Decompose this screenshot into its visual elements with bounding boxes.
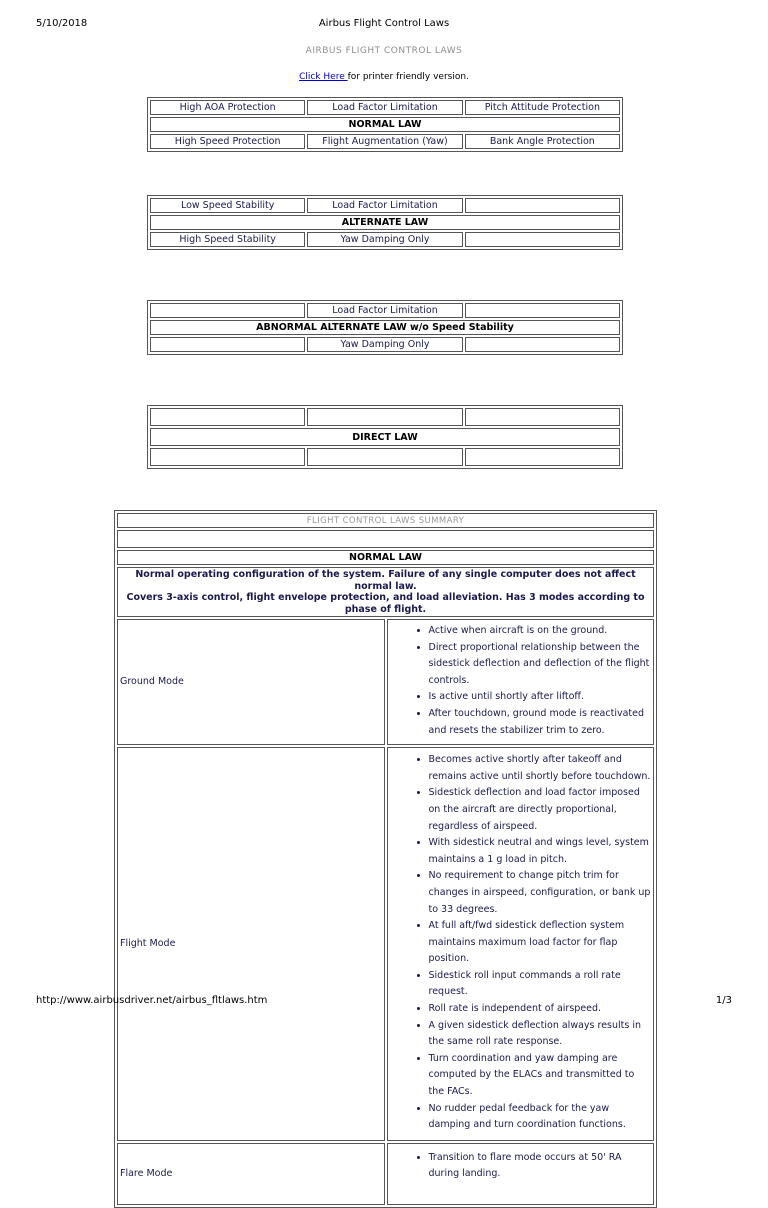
print-title: Airbus Flight Control Laws — [318, 18, 450, 29]
law-cell: Load Factor Limitation — [307, 303, 462, 318]
law-cell — [465, 408, 620, 426]
direct-law-table — [147, 405, 623, 469]
law-cell: Flight Augmentation (Yaw) — [307, 134, 462, 149]
normal-law-table — [147, 97, 623, 152]
mode-details — [387, 747, 655, 1141]
description-line-1: Normal operating configuration of the system. Failure of any single computer does not affect normal law. — [135, 569, 636, 592]
law-name: DIRECT LAW — [150, 428, 620, 446]
description-line-2: Covers 3-axis control, flight envelope protection, and load alleviation. Has 3 modes according to phase of flight. — [126, 592, 645, 615]
law-cell: Bank Angle Protection — [465, 134, 620, 149]
page-url: http://www.airbusdriver.net/airbus_fltlaws.htm — [36, 995, 268, 1006]
abnormal-alternate-law-table — [147, 300, 623, 355]
law-cell — [150, 448, 305, 466]
page-title: AIRBUS FLIGHT CONTROL LAWS — [305, 46, 463, 56]
list-item: • No rudder pedal feedback for the yaw damping and turn coordination functions. — [429, 1101, 653, 1134]
list-item: • No requirement to change pitch trim for changes in airspeed, configuration, or bank up to 33 degrees. — [429, 868, 653, 918]
normal-law-description — [117, 567, 654, 617]
law-cell — [465, 198, 620, 213]
printer-friendly-link[interactable]: Click Here — [299, 72, 348, 82]
mode-name: Flare Mode — [117, 1143, 385, 1205]
mode-details — [387, 1143, 655, 1205]
summary-title: FLIGHT CONTROL LAWS SUMMARY — [117, 513, 654, 528]
list-item: • At full aft/fwd sidestick deflection system maintains maximum load factor for flap position. — [429, 918, 653, 968]
law-cell — [307, 448, 462, 466]
law-cell — [465, 303, 620, 318]
printer-friendly-line — [0, 72, 768, 82]
page-number: 1/3 — [715, 995, 732, 1006]
list-item: • Roll rate is independent of airspeed. — [429, 1001, 653, 1018]
law-cell: High Speed Protection — [150, 134, 305, 149]
law-cell: High Speed Stability — [150, 232, 305, 247]
law-cell — [307, 408, 462, 426]
list-item: • Turn coordination and yaw damping are computed by the ELACs and transmitted to the FACs. — [429, 1051, 653, 1101]
law-name: ABNORMAL ALTERNATE LAW w/o Speed Stability — [150, 320, 620, 335]
list-item: • Direct proportional relationship between the sidestick deflection and deflection of the flight controls. — [429, 640, 653, 690]
law-cell — [465, 232, 620, 247]
law-cell: High AOA Protection — [150, 100, 305, 115]
law-cell — [150, 408, 305, 426]
list-item: • A given sidestick deflection always results in the same roll rate response. — [429, 1018, 653, 1051]
law-cell: Load Factor Limitation — [307, 100, 462, 115]
flight-mode-row — [117, 747, 654, 1141]
law-cell: Pitch Attitude Protection — [465, 100, 620, 115]
list-item: • Active when aircraft is on the ground. — [429, 623, 653, 640]
law-cell: Low Speed Stability — [150, 198, 305, 213]
ground-mode-row — [117, 619, 654, 745]
summary-table — [114, 510, 657, 1208]
print-date: 5/10/2018 — [36, 18, 88, 29]
alternate-law-table — [147, 195, 623, 250]
list-item: • Becomes active shortly after takeoff and remains active until shortly before touchdown. — [429, 752, 653, 785]
list-item: • With sidestick neutral and wings level, system maintains a 1 g load in pitch. — [429, 835, 653, 868]
summary-law-heading: NORMAL LAW — [117, 550, 654, 565]
law-name: NORMAL LAW — [150, 117, 620, 132]
law-cell: Yaw Damping Only — [307, 232, 462, 247]
list-item: • Sidestick roll input commands a roll rate request. — [429, 968, 653, 1001]
printer-friendly-text: for printer friendly version. — [347, 72, 469, 82]
list-item: • Sidestick deflection and load factor imposed on the aircraft are directly proportional, regardless of airspeed. — [429, 785, 653, 835]
law-cell: Yaw Damping Only — [307, 337, 462, 352]
law-cell — [150, 337, 305, 352]
law-cell — [465, 448, 620, 466]
mode-name: Ground Mode — [117, 619, 385, 745]
blank-row — [117, 530, 654, 548]
mode-name: Flight Mode — [117, 747, 385, 1141]
law-name: ALTERNATE LAW — [150, 215, 620, 230]
list-item: • Is active until shortly after liftoff. — [429, 689, 653, 706]
list-item: • After touchdown, ground mode is reactivated and resets the stabilizer trim to zero. — [429, 706, 653, 739]
flare-mode-row — [117, 1143, 654, 1205]
law-cell — [465, 337, 620, 352]
law-cell: Load Factor Limitation — [307, 198, 462, 213]
mode-details — [387, 619, 655, 745]
list-item: • Transition to flare mode occurs at 50' RA during landing. — [429, 1150, 653, 1183]
law-cell — [150, 303, 305, 318]
